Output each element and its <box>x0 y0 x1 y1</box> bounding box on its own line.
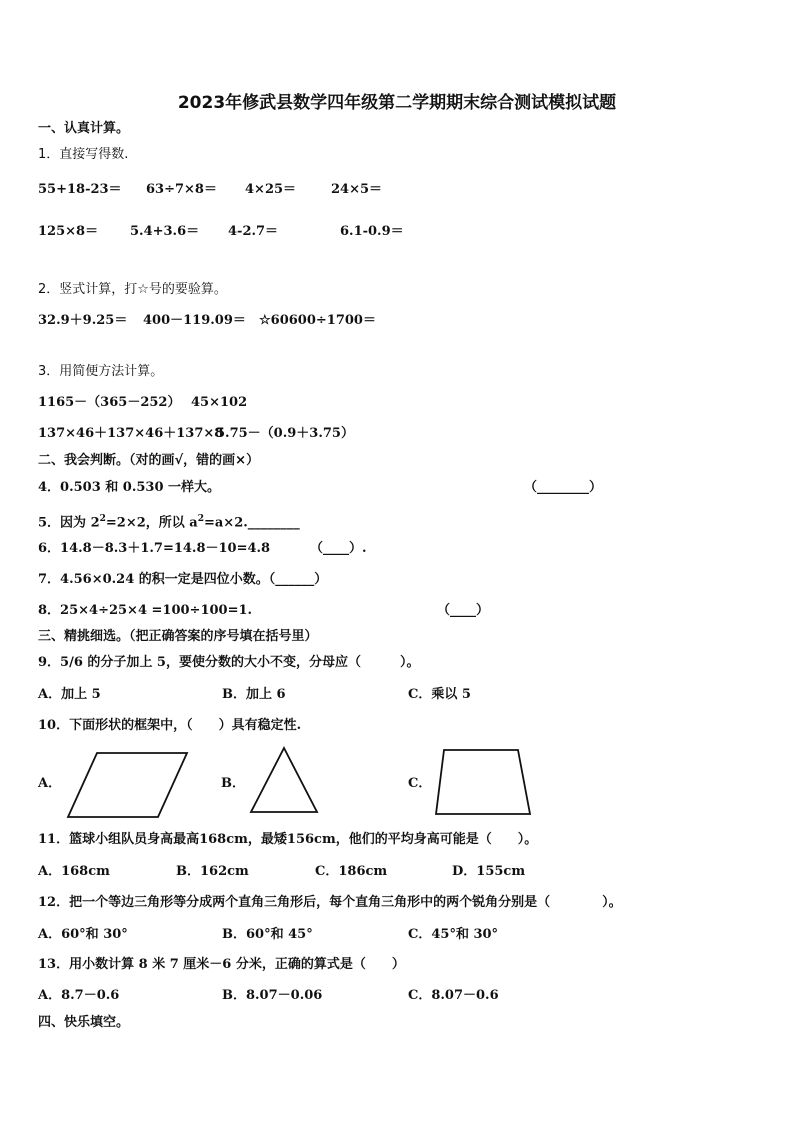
question-8-answer-blank[interactable]: （____） <box>437 603 490 618</box>
q9-option-b[interactable]: B．加上 6 <box>222 687 286 702</box>
q3-item-1: 1165－（365－252） <box>38 395 181 410</box>
q9-option-c[interactable]: C．乘以 5 <box>408 687 471 702</box>
section-3-heading: 三、精挑细选。（把正确答案的序号填在括号里） <box>38 629 318 644</box>
question-9: 9．5/6 的分子加上 5，要使分数的大小不变，分母应（ ）。 <box>38 655 420 670</box>
q1-row1-item-3: 4×25＝ <box>245 182 297 197</box>
q1-row2-item-4: 6.1-0.9＝ <box>340 224 404 239</box>
q12-option-c[interactable]: C．45°和 30° <box>408 927 499 942</box>
question-10: 10．下面形状的框架中，（ ）具有稳定性. <box>38 718 302 733</box>
q11-option-c[interactable]: C．186cm <box>315 864 388 879</box>
question-13: 13．用小数计算 8 米 7 厘米－6 分米，正确的算式是（ ） <box>38 957 405 972</box>
q5-text-a: 5．因为 2 <box>38 515 100 531</box>
q2-item-1: 32.9＋9.25＝ <box>38 313 128 328</box>
q3-item-4: 5.75－（0.9＋3.75） <box>216 426 354 441</box>
q1-row1-item-4: 24×5＝ <box>331 182 383 197</box>
q5-exponent-b: 2 <box>197 514 204 524</box>
question-4-answer-blank[interactable]: （________） <box>524 480 603 495</box>
q12-option-a[interactable]: A．60°和 30° <box>38 927 128 942</box>
question-8: 8．25×4÷25×4 =100÷100=1. <box>38 603 253 618</box>
question-5 <box>38 511 300 531</box>
q1-row1-item-1: 55+18-23＝ <box>38 182 122 197</box>
question-2-prompt: 2．竖式计算，打☆号的要验算。 <box>38 282 227 297</box>
q13-option-a[interactable]: A．8.7－0.6 <box>38 988 120 1003</box>
q5-text-c: =a×2.________ <box>203 515 300 531</box>
question-12: 12．把一个等边三角形等分成两个直角三角形后，每个直角三角形中的两个锐角分别是（ ）。 <box>38 895 622 910</box>
triangle-shape <box>249 746 319 814</box>
q11-option-b[interactable]: B．162cm <box>176 864 249 879</box>
q2-item-2: 400－119.09＝ <box>143 313 246 328</box>
question-6: 6．14.8－8.3＋1.7=14.8－10=4.8 <box>38 541 271 556</box>
q9-option-a[interactable]: A．加上 5 <box>38 687 101 702</box>
q1-row2-item-1: 125×8＝ <box>38 224 99 239</box>
question-7: 7．4.56×0.24 的积一定是四位小数。（______） <box>38 572 328 587</box>
q12-option-b[interactable]: B．60°和 45° <box>222 927 313 942</box>
q5-text-b: =2×2，所以 a <box>105 515 198 531</box>
q5-exponent-a: 2 <box>99 514 106 524</box>
q2-item-3: ☆60600÷1700＝ <box>259 313 376 328</box>
q3-item-3: 137×46＋137×46＋137×8 <box>38 426 224 441</box>
section-2-heading: 二、我会判断。（对的画√，错的画×） <box>38 453 260 468</box>
question-3-prompt: 3．用简便方法计算。 <box>38 364 164 379</box>
question-6-answer-blank[interactable]: （____）. <box>310 541 367 556</box>
q10-option-a-label[interactable]: A． <box>38 776 62 791</box>
q13-option-b[interactable]: B．8.07－0.06 <box>222 988 323 1003</box>
section-1-heading: 一、认真计算。 <box>38 121 130 136</box>
question-4: 4．0.503 和 0.530 一样大。 <box>38 480 221 495</box>
q1-row1-item-2: 63÷7×8＝ <box>146 182 217 197</box>
q11-option-d[interactable]: D．155cm <box>452 864 526 879</box>
parallelogram-shape <box>66 751 190 819</box>
question-11: 11．篮球小组队员身高最高168cm，最矮156cm，他们的平均身高可能是（ ）。 <box>38 832 538 847</box>
q10-option-b-label[interactable]: B． <box>221 776 245 791</box>
question-1-prompt: 1．直接写得数. <box>38 147 129 162</box>
q11-option-a[interactable]: A．168cm <box>38 864 110 879</box>
page-title: 2023年修武县数学四年级第二学期期末综合测试模拟试题 <box>177 93 617 113</box>
section-4-heading: 四、快乐填空。 <box>38 1015 130 1030</box>
trapezoid-shape <box>434 747 532 817</box>
q1-row2-item-2: 5.4+3.6＝ <box>130 224 200 239</box>
q1-row2-item-3: 4-2.7＝ <box>228 224 279 239</box>
q13-option-c[interactable]: C．8.07－0.6 <box>408 988 499 1003</box>
q10-option-c-label[interactable]: C． <box>408 776 432 791</box>
q3-item-2: 45×102 <box>191 395 248 410</box>
